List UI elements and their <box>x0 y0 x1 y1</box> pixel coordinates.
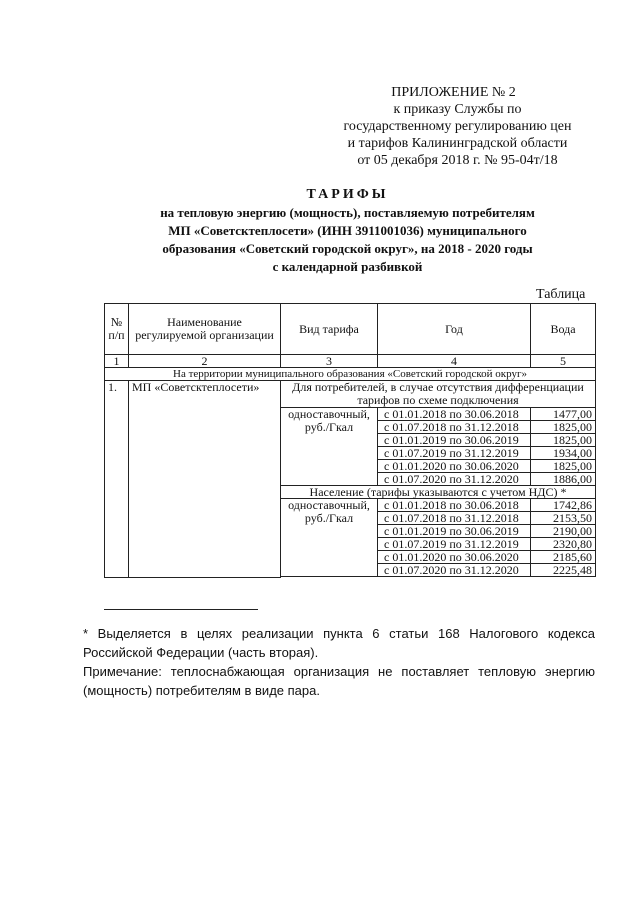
water-value: 2185,60 <box>531 551 596 564</box>
period-cell: с 01.07.2018 по 31.12.2018 <box>378 421 531 434</box>
row-number: 1. <box>105 381 129 578</box>
column-number: 4 <box>378 355 531 368</box>
column-number: 3 <box>281 355 378 368</box>
appendix-line: и тарифов Калининградской области <box>347 136 568 151</box>
period-cell: с 01.07.2018 по 31.12.2018 <box>378 512 531 525</box>
table-label: Таблица <box>536 287 586 302</box>
water-value: 1825,00 <box>531 460 596 473</box>
water-value: 1825,00 <box>531 434 596 447</box>
column-number: 1 <box>105 355 129 368</box>
header-type: Вид тарифа <box>281 304 378 355</box>
water-value: 2225,48 <box>531 564 596 577</box>
header-org: Наименование регулируемой организации <box>129 304 281 355</box>
appendix-line: к приказу Службы по <box>393 102 522 117</box>
water-value: 2190,00 <box>531 525 596 538</box>
water-value: 1477,00 <box>531 408 596 421</box>
water-value: 2320,80 <box>531 538 596 551</box>
footnote-separator <box>104 609 258 610</box>
territory-row: На территории муниципального образования «Советский городской округ» <box>105 368 596 381</box>
footnote-note: Примечание: теплоснабжающая организация не поставляет тепловую энергию (мощность) потребителям в виде пара. <box>83 664 595 698</box>
document-title <box>100 186 595 276</box>
period-cell: с 01.07.2019 по 31.12.2019 <box>378 538 531 551</box>
appendix-block <box>330 84 585 169</box>
footnote-vat: * Выделяется в целях реализации пункта 6 статьи 168 Налогового кодекса Российской Федерации (часть вторая). <box>83 626 595 660</box>
group-title: Для потребителей, в случае отсутствия дифференциации тарифов по схеме подключения <box>281 381 596 408</box>
water-value: 1934,00 <box>531 447 596 460</box>
title-line: с календарной разбивкой <box>272 259 423 274</box>
title-line: МП «Советсктеплосети» (ИНН 3911001036) муниципального <box>168 223 527 238</box>
column-number: 2 <box>129 355 281 368</box>
column-number: 5 <box>531 355 596 368</box>
tariff-type: одноставочный, руб./Гкал <box>281 499 378 577</box>
water-value: 1886,00 <box>531 473 596 486</box>
title-line: образования «Советский городской округ», на 2018 - 2020 годы <box>162 241 533 256</box>
header-water: Вода <box>531 304 596 355</box>
water-value: 2153,50 <box>531 512 596 525</box>
appendix-line: государственному регулированию цен <box>343 119 572 134</box>
group-title: Население (тарифы указываются с учетом НДС) * <box>281 486 596 499</box>
appendix-line: от 05 декабря 2018 г. № 95-04т/18 <box>357 153 558 168</box>
appendix-title: ПРИЛОЖЕНИЕ № 2 <box>391 85 516 100</box>
title-heading: ТАРИФЫ <box>306 187 389 202</box>
water-value: 1742,86 <box>531 499 596 512</box>
header-year: Год <box>378 304 531 355</box>
period-cell: с 01.01.2020 по 30.06.2020 <box>378 460 531 473</box>
water-value: 1825,00 <box>531 421 596 434</box>
period-cell: с 01.01.2019 по 30.06.2019 <box>378 525 531 538</box>
organization-name: МП «Советсктеплосети» <box>129 381 281 578</box>
period-cell: с 01.07.2019 по 31.12.2019 <box>378 447 531 460</box>
tariff-type: одноставочный, руб./Гкал <box>281 408 378 486</box>
period-cell: с 01.01.2018 по 30.06.2018 <box>378 408 531 421</box>
header-num: № п/п <box>105 304 129 355</box>
period-cell: с 01.07.2020 по 31.12.2020 <box>378 564 531 577</box>
period-cell: с 01.07.2020 по 31.12.2020 <box>378 473 531 486</box>
title-line: на тепловую энергию (мощность), поставляемую потребителям <box>160 205 535 220</box>
period-cell: с 01.01.2019 по 30.06.2019 <box>378 434 531 447</box>
period-cell: с 01.01.2018 по 30.06.2018 <box>378 499 531 512</box>
tariff-table <box>104 303 596 578</box>
period-cell: с 01.01.2020 по 30.06.2020 <box>378 551 531 564</box>
